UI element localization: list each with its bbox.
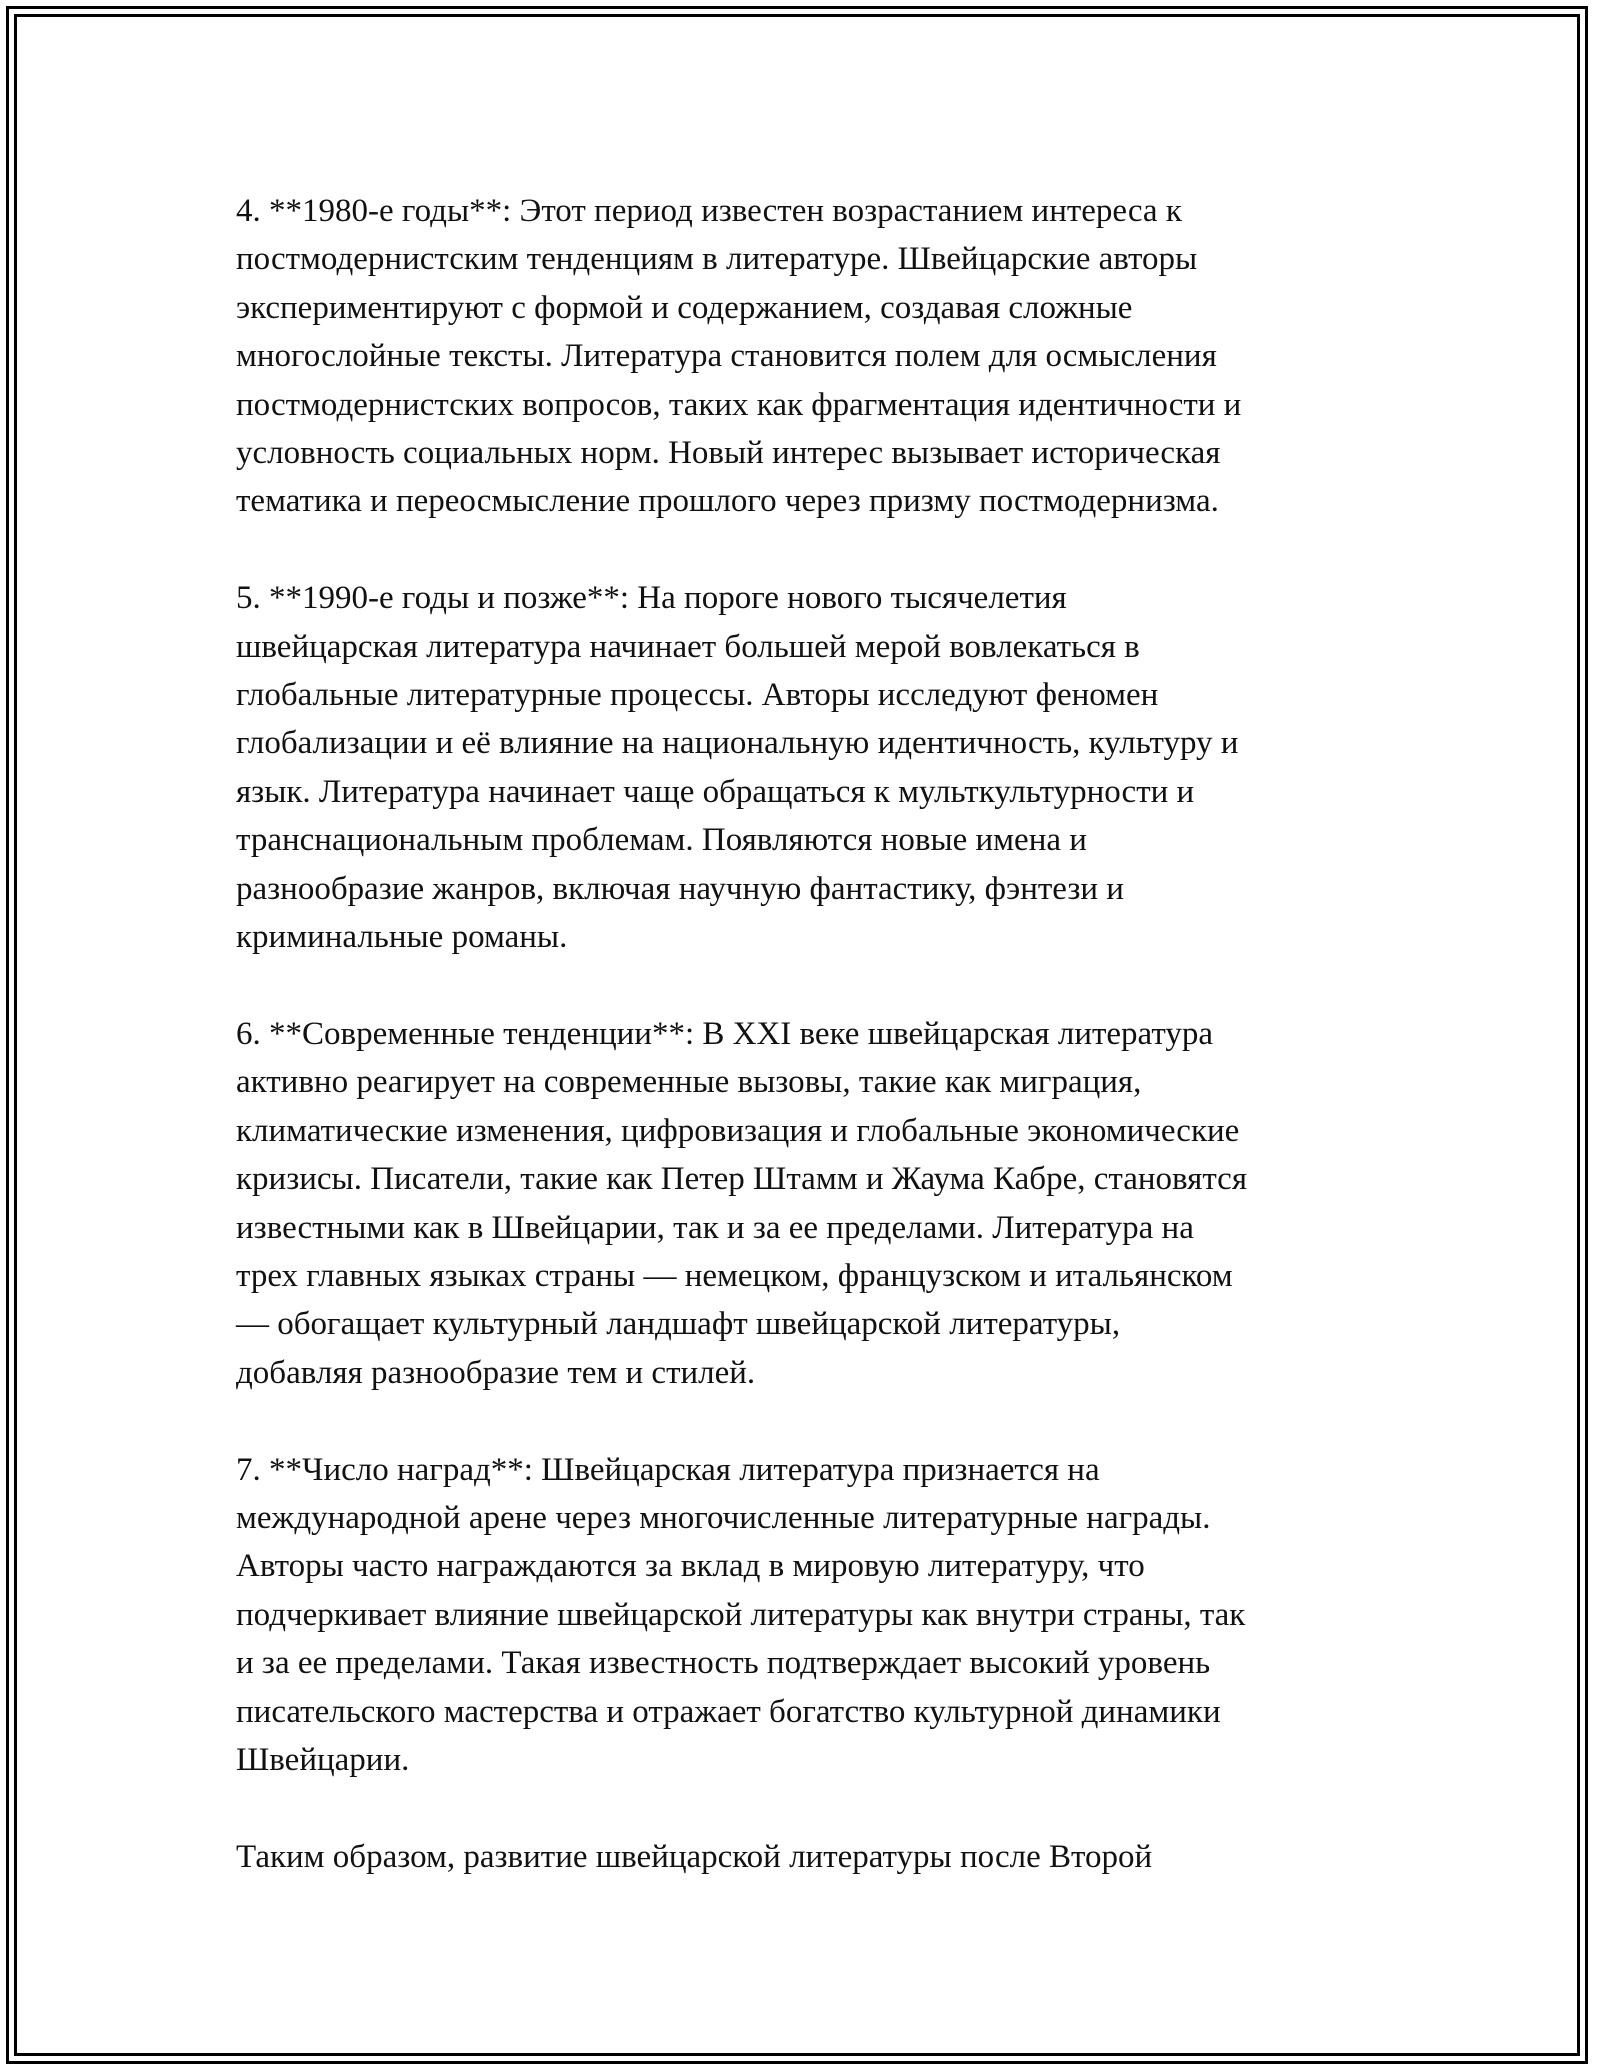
text-line: глобализации и её влияние на национальную идентичность, культуру и: [236, 725, 1239, 762]
text-line: 6. **Современные тенденции**: В XXI веке швейцарская литература: [236, 1015, 1213, 1052]
text-line: активно реагирует на современные вызовы, такие как миграция,: [236, 1064, 1142, 1101]
document-body: [236, 187, 1376, 1930]
text-line: постмодернистским тенденциям в литературе. Швейцарские авторы: [236, 241, 1198, 278]
text-line: транснациональным проблемам. Появляются новые имена и: [236, 822, 1087, 859]
text-line: добавляя разнообразие тем и стилей.: [236, 1354, 756, 1391]
paragraph: [236, 1010, 1376, 1397]
paragraph: [236, 1446, 1376, 1785]
text-line: международной арене через многочисленные литературные награды.: [236, 1499, 1211, 1536]
text-line: криминальные романы.: [236, 919, 568, 956]
text-line: подчеркивает влияние швейцарской литературы как внутри страны, так: [236, 1596, 1246, 1633]
text-line: разнообразие жанров, включая научную фантастику, фэнтези и: [236, 870, 1124, 907]
text-line: Авторы часто награждаются за вклад в мировую литературу, что: [236, 1548, 1145, 1585]
text-line: климатические изменения, цифровизация и глобальные экономические: [236, 1112, 1240, 1149]
paragraph: [236, 1833, 1376, 1881]
text-line: писательского мастерства и отражает богатство культурной динамики: [236, 1693, 1221, 1730]
text-line: постмодернистских вопросов, таких как фрагментация идентичности и: [236, 386, 1242, 423]
text-line: трех главных языках страны — немецком, французском и итальянском: [236, 1257, 1233, 1294]
paragraph: [236, 187, 1376, 526]
text-line: 5. **1990-е годы и позже**: На пороге нового тысячелетия: [236, 580, 1067, 617]
text-line: и за ее пределами. Такая известность подтверждает высокий уровень: [236, 1645, 1211, 1682]
paragraph: [236, 574, 1376, 961]
text-line: глобальные литературные процессы. Авторы исследуют феномен: [236, 677, 1159, 714]
text-line: швейцарская литература начинает большей мерой вовлекаться в: [236, 628, 1140, 665]
text-line: многослойные тексты. Литература становится полем для осмысления: [236, 338, 1217, 375]
text-line: 7. **Число наград**: Швейцарская литература признается на: [236, 1451, 1100, 1488]
text-line: экспериментируют с формой и содержанием, создавая сложные: [236, 289, 1133, 326]
text-line: Швейцарии.: [236, 1741, 410, 1778]
text-line: тематика и переосмысление прошлого через призму постмодернизма.: [236, 483, 1219, 520]
text-line: Таким образом, развитие швейцарской литературы после Второй: [236, 1838, 1153, 1875]
text-line: 4. **1980-е годы**: Этот период известен возрастанием интереса к: [236, 193, 1182, 229]
text-line: кризисы. Писатели, такие как Петер Штамм и Жаума Кабре, становятся: [236, 1161, 1247, 1198]
text-line: условность социальных норм. Новый интерес вызывает историческая: [236, 435, 1221, 472]
text-line: известными как в Швейцарии, так и за ее пределами. Литература на: [236, 1209, 1194, 1246]
text-line: язык. Литература начинает чаще обращаться к мульткультурности и: [236, 773, 1195, 810]
text-line: — обогащает культурный ландшафт швейцарской литературы,: [236, 1306, 1121, 1343]
